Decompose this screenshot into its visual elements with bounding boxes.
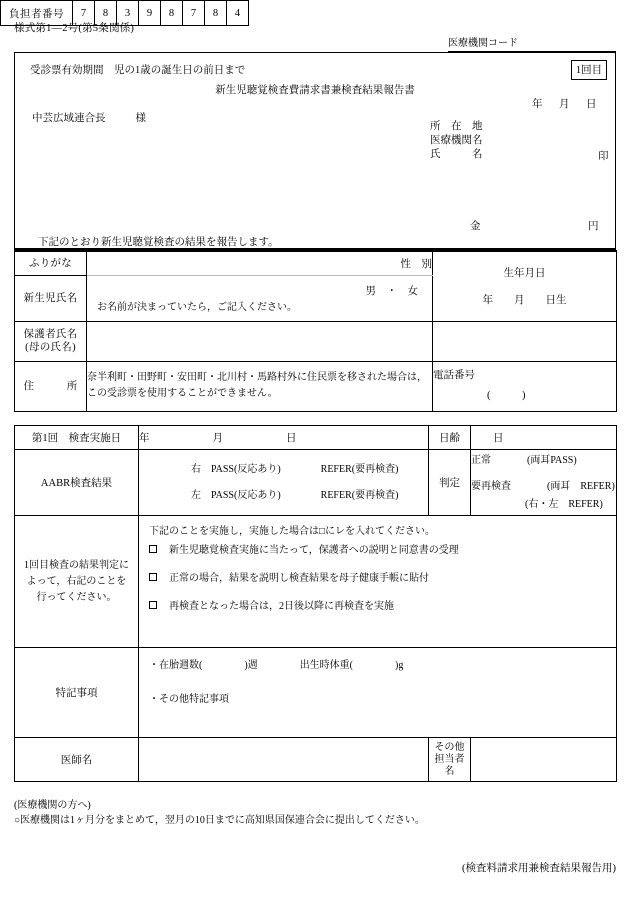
- other-staff-label-line1: その他: [434, 741, 465, 753]
- address-row: [15, 361, 617, 411]
- form-number: 様式第1―2号(第5条関係): [14, 23, 135, 34]
- personal-info-table: [14, 250, 617, 412]
- valid-period-text: 受診票有効期間 児の1歳の誕生日の前日まで: [30, 65, 246, 76]
- aabr-right-refer[interactable]: REFER(要再検査): [320, 463, 399, 475]
- report-statement: 下記のとおり新生児聴覚検査の結果を報告します。: [38, 237, 279, 248]
- judgement-retest-note2[interactable]: (右・左 REFER): [525, 498, 603, 510]
- aabr-results-cell[interactable]: [139, 450, 429, 516]
- round-label: 第1回 検査実施日: [15, 426, 139, 450]
- aabr-right-line[interactable]: [139, 457, 428, 483]
- footer-note-line1: (医療機関の方へ): [14, 800, 91, 811]
- instructions-label: [15, 516, 139, 648]
- issue-date-blank: 年 月 日: [532, 99, 600, 110]
- guardian-row: [15, 321, 617, 361]
- checklist-item[interactable]: [139, 593, 616, 621]
- institution-name-label: 医療機関名: [430, 135, 483, 146]
- doctor-name-label: 医師名: [15, 738, 139, 782]
- judgement-normal-note: (両耳PASS): [527, 454, 577, 466]
- judgement-options-cell[interactable]: [471, 450, 617, 516]
- birthdate-label: 生年月日: [503, 268, 546, 280]
- guardian-label-line2: (母の氏名): [25, 342, 76, 353]
- institution-person-label: 氏 名: [430, 149, 483, 160]
- amount-unit: 円: [588, 221, 599, 232]
- remarks-line2: ・その他特記事項: [149, 694, 229, 705]
- judgement-retest-note1[interactable]: (両耳 REFER): [547, 480, 615, 492]
- checkbox-icon[interactable]: [149, 601, 157, 609]
- amount-label: 金: [470, 221, 481, 232]
- instructions-heading: 下記のことを実施し，実施した場合は□にレを入れてください。: [149, 526, 436, 537]
- instructions-row: [15, 516, 617, 648]
- age-days-label: 日齢: [429, 426, 471, 450]
- telephone-cell[interactable]: [433, 361, 617, 411]
- judgement-label: 判定: [429, 450, 471, 516]
- remarks-row: [15, 648, 617, 738]
- aabr-label: AABR検査結果: [15, 450, 139, 516]
- checklist-item-label: 新生児聴覚検査実施に当たって，保護者への説明と同意書の受理: [169, 545, 459, 556]
- gestation-weeks-label: ・在胎週数(: [149, 660, 203, 671]
- other-staff-label-line3: 名: [444, 765, 455, 777]
- remarks-line1[interactable]: [139, 658, 616, 692]
- payer-digit: 3: [117, 1, 139, 26]
- sex-label: 性 別: [400, 258, 432, 270]
- guardian-extra-cell[interactable]: [433, 321, 617, 361]
- furigana-row: [15, 251, 617, 275]
- name-hint-text: お名前が決まっていたら，ご記入ください。: [97, 302, 297, 313]
- aabr-row: [15, 450, 617, 516]
- payer-digit: 8: [161, 1, 183, 26]
- birthdate-cell: [433, 251, 617, 321]
- institution-code-label: 医療機関コード: [448, 34, 616, 52]
- newborn-name-label: 新生児氏名: [15, 275, 87, 321]
- checklist-item-label: 正常の場合，結果を説明し検査結果を母子健康手帳に貼付: [169, 573, 429, 584]
- aabr-left-refer[interactable]: REFER(要再検査): [320, 489, 399, 501]
- exam-date-blank[interactable]: 年 月 日: [139, 426, 429, 450]
- sex-options[interactable]: 男 ・ 女: [365, 286, 418, 297]
- footer-note-line2: ○医療機関は1ヶ月分をまとめて，翌月の10日までに高知県国保連合会に提出してください。: [14, 815, 425, 826]
- count-badge: [571, 60, 607, 80]
- payer-digit: 7: [73, 1, 95, 26]
- other-staff-input-cell[interactable]: [471, 738, 617, 782]
- birthdate-blank: 年 月 日生: [482, 295, 567, 307]
- payer-digit: 8: [205, 1, 227, 26]
- institution-address-label: 所 在 地: [430, 121, 483, 132]
- guardian-label-line1: 保護者氏名: [23, 329, 78, 340]
- payer-digit: 9: [139, 1, 161, 26]
- judgement-retest-line2[interactable]: [471, 496, 616, 514]
- aabr-left-line[interactable]: [139, 483, 428, 509]
- footer-notes: [14, 798, 425, 828]
- seal-label: 印: [598, 151, 609, 162]
- sex-header-cell: [87, 251, 433, 275]
- judgement-retest[interactable]: 要再検査: [471, 480, 511, 492]
- judgement-normal[interactable]: 正常: [471, 454, 491, 466]
- judgement-normal-line[interactable]: [471, 452, 616, 478]
- remarks-content-cell[interactable]: [139, 648, 617, 738]
- payer-number-label: 負担者番号: [1, 1, 73, 26]
- addressee-name: 中芸広域連合長: [32, 113, 106, 124]
- footer-usage-label: (検査料請求用兼検査結果報告用): [462, 863, 616, 874]
- checklist-item[interactable]: [139, 537, 616, 565]
- furigana-label: ふりがな: [15, 251, 87, 275]
- gestation-weeks-unit: )週: [244, 660, 258, 671]
- address-note-line2: この受診票を使用することができません。: [87, 388, 278, 399]
- judgement-retest-line[interactable]: [471, 478, 616, 496]
- count-badge-label: 1回目: [575, 65, 603, 76]
- aabr-right-pass[interactable]: 右 PASS(反応あり): [191, 463, 281, 475]
- guardian-name-input-cell[interactable]: [87, 321, 433, 361]
- birth-weight-unit: )g: [395, 660, 404, 671]
- exam-date-row: [15, 426, 617, 450]
- instructions-label-line1: 1回目検査の結果判定に: [24, 559, 129, 571]
- payer-digit: 7: [183, 1, 205, 26]
- checkbox-icon[interactable]: [149, 573, 157, 581]
- doctor-name-input-cell[interactable]: [139, 738, 429, 782]
- payer-digit: 8: [95, 1, 117, 26]
- checklist-item[interactable]: [139, 565, 616, 593]
- telephone-label: 電話番号: [433, 370, 475, 381]
- aabr-left-pass[interactable]: 左 PASS(反応あり): [191, 489, 281, 501]
- guardian-name-label: [15, 321, 87, 361]
- address-label: 住 所: [15, 361, 87, 411]
- addressee-line: [32, 110, 146, 125]
- instructions-content-cell: [139, 516, 617, 648]
- other-staff-label-line2: 担当者: [434, 753, 465, 765]
- address-note-line1: 奈半利町・田野町・安田町・北川村・馬路村外に住民票を移された場合は，: [87, 372, 427, 383]
- other-staff-label: [429, 738, 471, 782]
- checklist-item-label: 再検査となった場合は，2日後以降に再検査を実施: [169, 601, 394, 612]
- addressee-honorific: 様: [135, 113, 146, 124]
- telephone-paren: ( ): [487, 390, 526, 401]
- instructions-label-line2: よって，右記のことを: [26, 575, 127, 587]
- checkbox-icon[interactable]: [149, 545, 157, 553]
- instructions-label-line3: 行ってください。: [36, 591, 117, 603]
- examination-table: [14, 425, 617, 782]
- document-title: 新生児聴覚検査費請求書兼検査結果報告書: [215, 85, 415, 96]
- institution-code-field: [448, 34, 616, 52]
- institution-info-block: [430, 120, 483, 162]
- birth-weight-label: 出生時体重(: [299, 660, 354, 671]
- remarks-label: 特記事項: [15, 648, 139, 738]
- newborn-name-input-cell[interactable]: [87, 275, 433, 321]
- age-days-value[interactable]: 日: [471, 426, 617, 450]
- amount-line: [470, 218, 599, 233]
- payer-digit: 4: [227, 1, 249, 26]
- signature-row: [15, 738, 617, 782]
- address-note-cell: [87, 361, 433, 411]
